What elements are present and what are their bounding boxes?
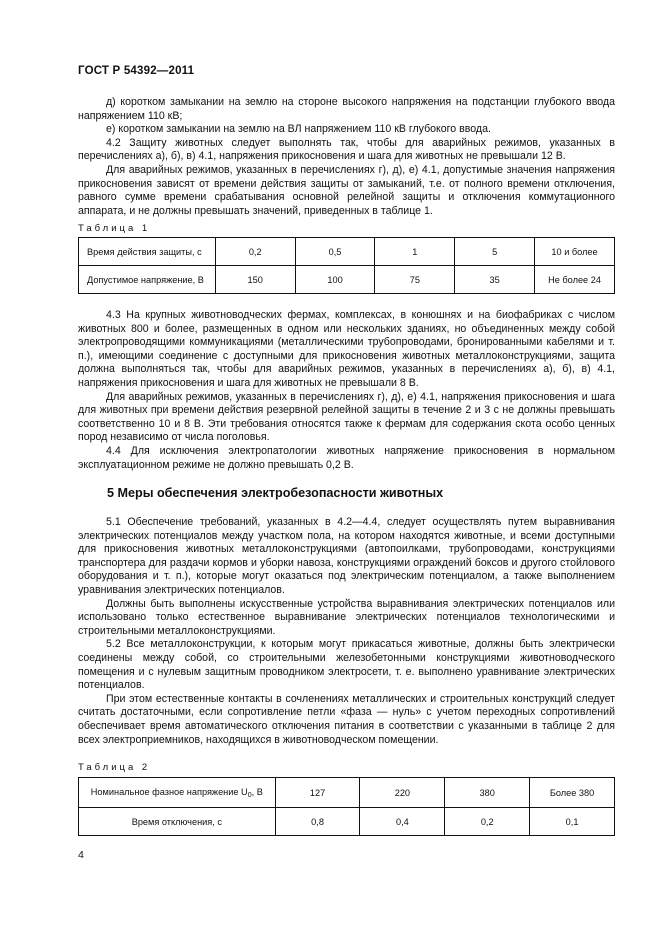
table-cell: 5 [455, 238, 535, 266]
table-cell: 100 [295, 266, 375, 294]
section-heading: 5 Меры обеспечения электробезопасности животных [107, 486, 444, 500]
document-header: ГОСТ Р 54392—2011 [78, 65, 195, 77]
paragraph: При этом естественные контакты в сочленениях металлических и строительных конструкций следует считать достаточными, если сопротивление петли «фаза — нуль» с учетом переходных сопротивлений обеспечивает время автоматического отключения питания в соответствии с указанными в таблице 2 для всех электроприемников, находящихся в животноводческом помещении. [78, 692, 615, 746]
table-cell: 150 [215, 266, 295, 294]
table-row [79, 266, 615, 294]
table-1 [78, 237, 615, 294]
paragraph: 4.2 Защиту животных следует выполнять так, чтобы для аварийных режимов, указанных в перечислениях а), б), в) 4.1, напряжения прикосновения и шага для животных не превышали 12 В. [78, 136, 615, 163]
table-cell: 1 [375, 238, 455, 266]
text-block-1 [78, 96, 615, 218]
table-cell: 0,8 [275, 808, 360, 836]
table-row [79, 808, 615, 836]
table-1-caption: Таблица 1 [78, 223, 151, 234]
table-cell: 380 [445, 778, 530, 808]
paragraph: 4.3 На крупных животноводческих фермах, комплексах, в конюшнях и на биофабриках с числом животных 800 и более, размещенных в одном или нескольких зданиях, но объединенных между собой электропроводящими коммуникациями (металлическими трубопроводами, бронированными кабелями и т. п.), имеющими соединение с доступными для прикосновения животных металлоконструкциями, защита должна выполняться так, чтобы для аварийных режимов, указанных в перечислениях а), б), в) 4.1, напряжения прикосновения и шага для животных не превышали 8 В. [78, 309, 615, 389]
table-cell: 75 [375, 266, 455, 294]
paragraph: 5.2 Все металлоконструкции, к которым могут прикасаться животные, должны быть электрически соединены между собой, со строительными железобетонными конструкциями животноводческого помещения и с нулевым защитным проводником электросети, т. е. выполнено уравнивание электрических потенциалов. [78, 638, 615, 692]
paragraph: Для аварийных режимов, указанных в перечислениях г), д), е) 4.1, напряжения прикосновения и шага для животных при времени действия резервной релейной защиты в течение 2 и 3 с не должны превышать соответственно 10 и 8 В. Эти требования относятся также к фермам для содержания скота особо ценных пород независимо от числа поголовья. [78, 390, 615, 444]
table-2-caption: Таблица 2 [78, 762, 151, 773]
table-cell: Время отключения, с [79, 808, 276, 836]
table-row [79, 778, 615, 808]
table-cell: Допустимое напряжение, В [79, 266, 216, 294]
table-cell: 35 [455, 266, 535, 294]
table-row [79, 238, 615, 266]
table-cell: 10 и более [535, 238, 615, 266]
table-cell: Более 380 [530, 778, 615, 808]
label-subscript: 0 [247, 791, 252, 799]
page-number: 4 [78, 849, 84, 861]
paragraph: 5.1 Обеспечение требований, указанных в 4.2—4.4, следует осуществлять путем выравнивания электрических потенциалов между участком пола, на котором находятся животные, и всеми доступными для прикосновения животных металлоконструкциями (автопоилками, трубопроводами, конструкциями транспортера для раздачи кормов и уборки навоза, конструкциями ограждений боксов и другого стойлового оборудования и т. п.), которые могут оказаться под электрическим потенциалом, а также выполнением уравнивания электрических потенциалов. [78, 516, 615, 596]
table-cell: 0,5 [295, 238, 375, 266]
paragraph: Должны быть выполнены искусственные устройства выравнивания электрических потенциалов или использовано только естественное выравнивание электрических потенциалов технологическими и строительными металлоконструкциями. [78, 597, 615, 637]
table-cell: 0,2 [215, 238, 295, 266]
table-cell: 0,1 [530, 808, 615, 836]
table-cell: Не более 24 [535, 266, 615, 294]
paragraph: Для аварийных режимов, указанных в перечислениях г), д), е) 4.1, допустимые значения напряжения прикосновения зависят от времени действия защиты от замыканий, т.е. от полного времени отключения, равного сумме времени срабатывания основной релейной защиты и отключения коммутационного аппарата, и не должны превышать значений, приведенных в таблице 1. [78, 163, 615, 217]
table-cell: 127 [275, 778, 360, 808]
label-text: Номинальное фазное напряжение U [90, 786, 248, 797]
table-cell: 0,4 [360, 808, 445, 836]
paragraph: 4.4 Для исключения электропатологии животных напряжение прикосновения в нормальном эксплуатационном режиме не должно превышать 0,2 В. [78, 444, 615, 471]
table-cell: Время действия защиты, с [79, 238, 216, 266]
paragraph: е) коротком замыкании на землю на ВЛ напряжением 110 кВ глубокого ввода. [106, 123, 491, 136]
table-cell: 220 [360, 778, 445, 808]
text-block-2 [78, 309, 615, 472]
table-2 [78, 777, 615, 836]
table-cell: 0,2 [445, 808, 530, 836]
label-unit: , В [251, 786, 263, 797]
table-cell [79, 778, 276, 808]
text-block-3 [78, 516, 615, 747]
paragraph: д) коротком замыкании на землю на стороне высокого напряжения на подстанции глубокого ввода напряжением 110 кВ; [78, 96, 615, 122]
